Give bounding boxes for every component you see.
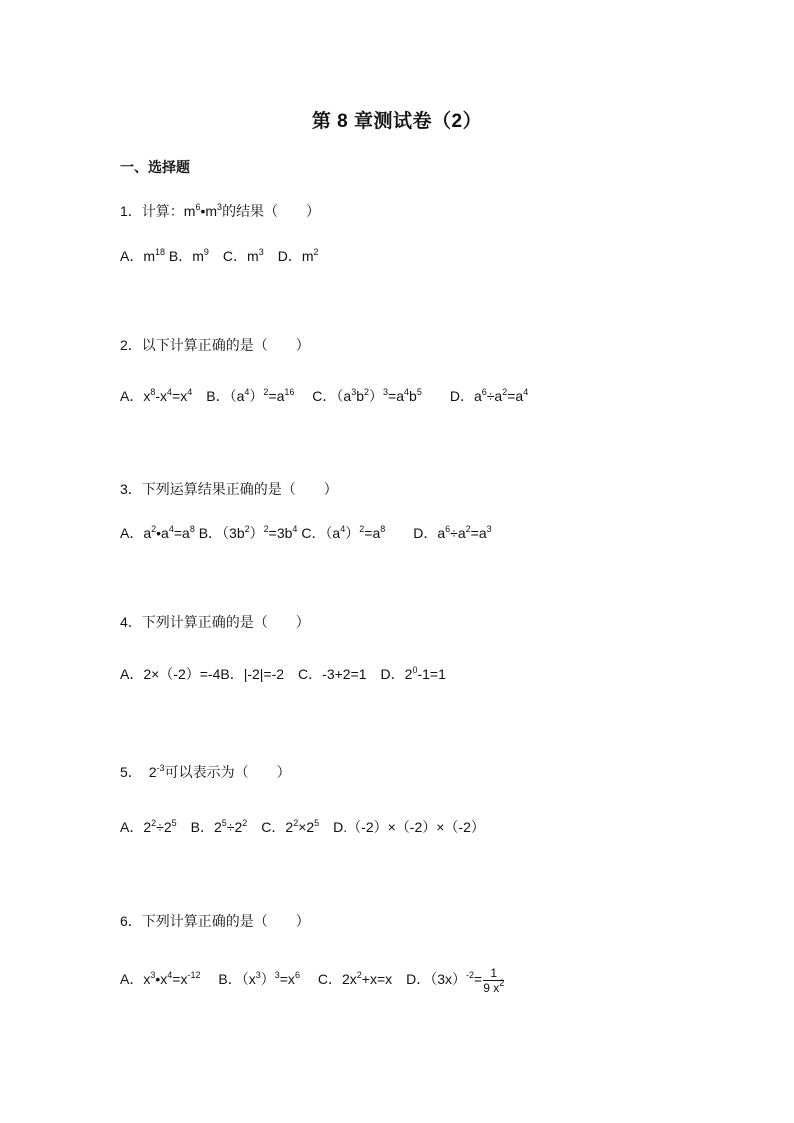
question-6-options: A．$x^3•x^4=x^{-12}$ B．$(x^3)^3=x^6$ C．$2x^2+x=x$ D．$(3x)^{-2}=$ $\frac{1}{9 x^2}$	[120, 965, 505, 995]
section-heading: 一、选择题	[120, 159, 190, 175]
question-5-stem: 5． $2^{-3}$可以表示为（ ）	[120, 763, 291, 780]
question-2-stem: 2．以下计算正确的是（ ）	[120, 337, 310, 353]
question-4-options: A．2×（-2）=-4B．|-2|=-2 C．-3+2=1 D．$2^0-1=1$	[120, 665, 446, 682]
question-1-options: A．$m^{18}$ B．$m^9$ C．$m^3$ D．$m^2$	[120, 247, 319, 264]
question-3-stem: 3．下列运算结果正确的是（ ）	[120, 481, 338, 497]
question-3-options: A．$a^2•a^4=a^8$ B．$(3b^2)^2=3b^4$ C．$(a^4)^2=a^8$ D．$a^6\div a^2=a^3$	[120, 524, 492, 541]
question-2-options: A．$x^8-x^4=x^4$ B．$(a^4)^2=a^{16}$ C．$(a^3b^2)^3=a^4b^5$ D．$a^6\div a^2=a^4$	[120, 387, 529, 404]
fraction: $\frac{1}{9 x^2}$	[483, 965, 505, 995]
page-title: 第 8 章测试卷（2）	[311, 111, 483, 132]
question-4-stem: 4．下列计算正确的是（ ）	[120, 614, 310, 630]
question-6-stem: 6．下列计算正确的是（ ）	[120, 913, 310, 929]
question-5-options: A．$2^2\div 2^5$ B．$2^5\div 2^2$ C．$2^2\times 2^5$ D.（-2）×（-2）×（-2）	[120, 818, 485, 835]
question-1-stem: 1．计算：$m^6•m^3$的结果（ ）	[120, 202, 321, 219]
